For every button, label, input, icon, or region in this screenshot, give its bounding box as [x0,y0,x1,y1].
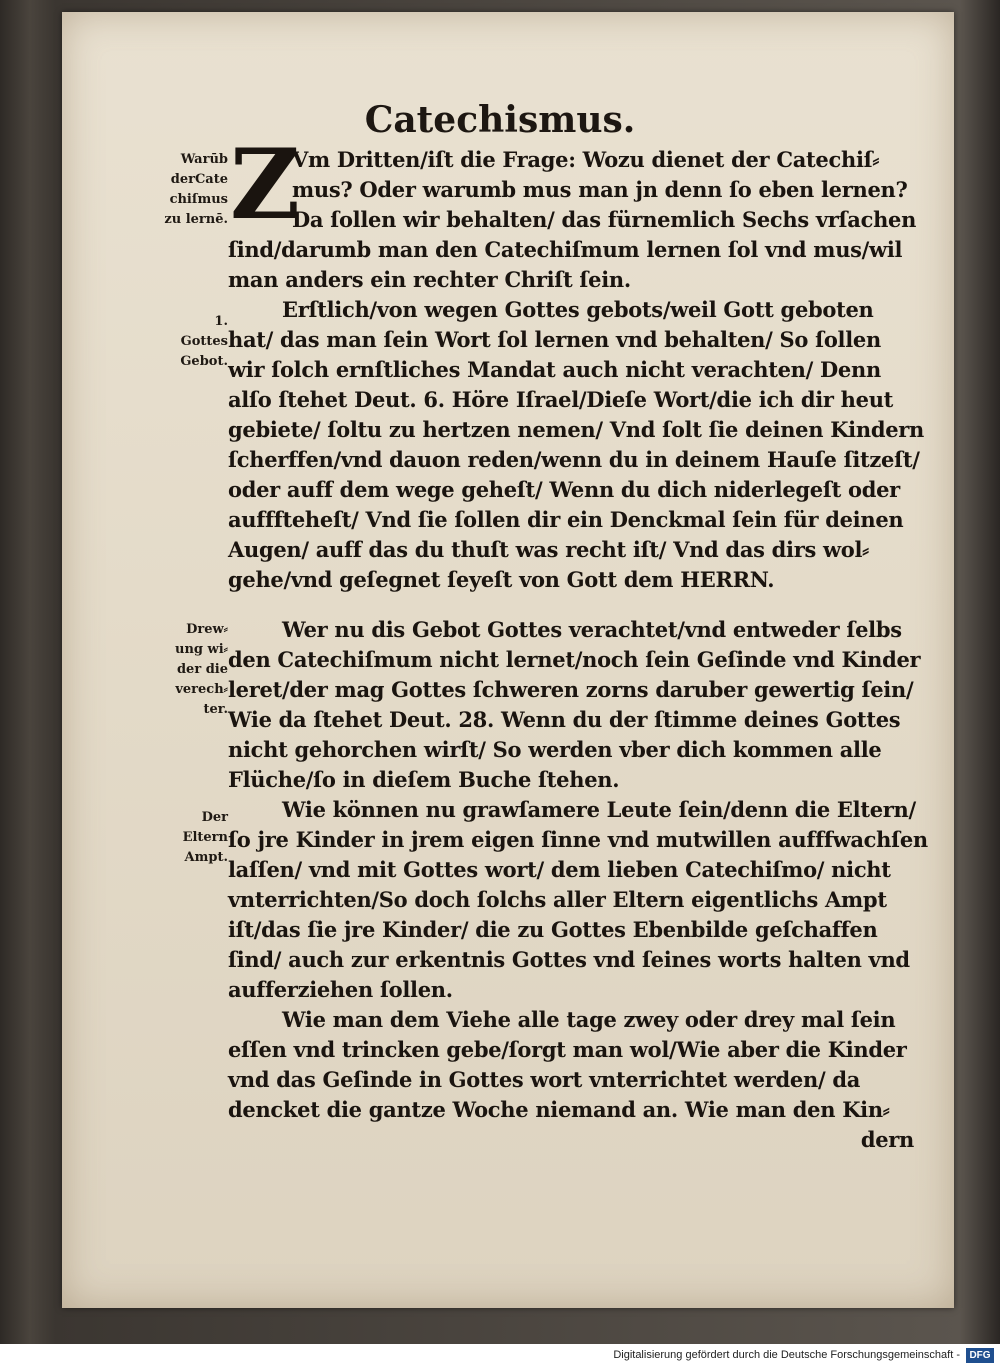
margin-note-line: der die [176,662,228,677]
margin-note-line: ung wi⸗ [175,642,228,657]
text-line: nicht gehorchen wirſt/ So werden vber dich kommen alle [228,737,882,762]
catchword: dern [860,1127,914,1152]
text-line: ſind/ auch zur erkentnis Gottes vnd ſeines worts halten vnd [228,947,910,972]
margin-note-line: chiſmus [169,192,228,207]
drop-cap: Z [230,128,301,241]
text-line: leret/der mag Gottes ſchweren zorns daruber gewertig ſein/ [228,677,914,702]
margin-note-eltern [132,808,228,868]
text-line: ſo jre Kinder in jrem eigen ſinne vnd mutwillen aufffwachſen [228,827,928,852]
margin-note-line: Der [201,810,228,825]
paragraph-3 [228,615,921,795]
text-line: aufferziehen ſollen. [228,977,453,1002]
margin-note-line: 1. [214,314,228,329]
text-line: Flüche/ſo in dieſem Buche ſtehen. [228,767,620,792]
text-line: Vm Dritten/iſt die Frage: Wozu dienet der Catechiſ⸗ [292,147,880,172]
text-line: ſind/darumb man den Catechiſmum lernen ſol vnd mus/wil [228,237,903,262]
running-title: Catechismus. [364,99,636,141]
text-line: ſcherffen/vnd dauon reden/wenn du in deinem Hauſe ſitzeſt/ [228,447,920,472]
text-line: vnd das Geſinde in Gottes wort vnterrichtet werden/ da [228,1067,861,1092]
text-line: iſt/das ſie jre Kinder/ die zu Gottes Ebenbilde geſchaffen [228,917,878,942]
margin-note-line: derCate [170,172,228,187]
dfg-logo: DFG [966,1348,994,1363]
text-line: alſo ſtehet Deut. 6. Höre Iſrael/Dieſe Wort/die ich dir heut [228,387,894,412]
paragraph-5 [228,1005,914,1155]
text-line: laſſen/ vnd mit Gottes wort/ dem lieben Catechiſmo/ nicht [228,857,891,882]
digitization-footer [0,1344,1000,1369]
text-line: hat/ das man ſein Wort ſol lernen vnd behalten/ So ſollen [228,327,881,352]
paragraph-4 [228,795,928,1005]
text-line: vnterrichten/So doch ſolchs aller Eltern eigentlichs Ampt [228,887,887,912]
margin-note-line: Eltern [182,830,228,845]
margin-note-line: Warūb [180,152,228,167]
text-line: den Catechiſmum nicht lernet/noch ſein Geſinde vnd Kinder [228,647,921,672]
text-line: wir ſolch ernſtliches Mandat auch nicht verachten/ Denn [228,357,881,382]
text-line: oder auff dem wege geheſt/ Wenn du dich niderlegeſt oder [228,477,900,502]
text-line: aufffteheſt/ Vnd ſie ſollen dir ein Denckmal ſein für deinen [228,507,904,532]
text-line: Wie können nu grawſamere Leute ſein/denn die Eltern/ [282,797,916,822]
text-line: Erſtlich/von wegen Gottes gebots/weil Gott geboten [282,297,874,322]
text-line: mus? Oder warumb mus man jn denn ſo eben lernen? [292,177,908,202]
text-line: Wie da ſtehet Deut. 28. Wenn du der ſtimme deines Gottes [228,707,901,732]
margin-note-line: Drew⸗ [186,622,228,637]
text-line: gebiete/ ſoltu zu hertzen nemen/ Vnd ſolt ſie deinen Kindern [228,417,925,442]
margin-note-gebot [132,312,228,372]
margin-note-line: verech⸗ [175,682,228,697]
margin-note-line: Gottes [180,334,228,349]
text-line: Da ſollen wir behalten/ das fürnemlich Sechs vrſachen [292,207,917,232]
text-line: Augen/ auff das du thuſt was recht iſt/ Vnd das dirs wol⸗ [228,537,869,562]
margin-note-warumb [132,150,228,230]
text-line: Wer nu dis Gebot Gottes verachtet/vnd entweder ſelbs [282,617,902,642]
text-line: gehe/vnd geſegnet ſeyeſt von Gott dem HERRN. [228,567,775,592]
text-line: Wie man dem Viehe alle tage zwey oder drey mal ſein [282,1007,896,1032]
text-line: eſſen vnd trincken gebe/ſorgt man wol/Wie aber die Kinder [228,1037,907,1062]
paragraph-2 [228,295,925,595]
margin-note-line: zu lernē. [164,212,228,227]
text-line: dencket die gantze Woche niemand an. Wie man den Kin⸗ [228,1097,890,1122]
paragraph-1 [228,145,917,295]
margin-note-line: Gebot. [180,354,228,369]
margin-note-line: Ampt. [184,850,228,865]
funding-credit: Digitalisierung gefördert durch die Deutsche Forschungsgemeinschaft - [613,1349,960,1361]
margin-note-line: ter. [203,702,228,717]
text-line: man anders ein rechter Chriſt ſein. [228,267,631,292]
margin-note-drewung [132,620,228,720]
